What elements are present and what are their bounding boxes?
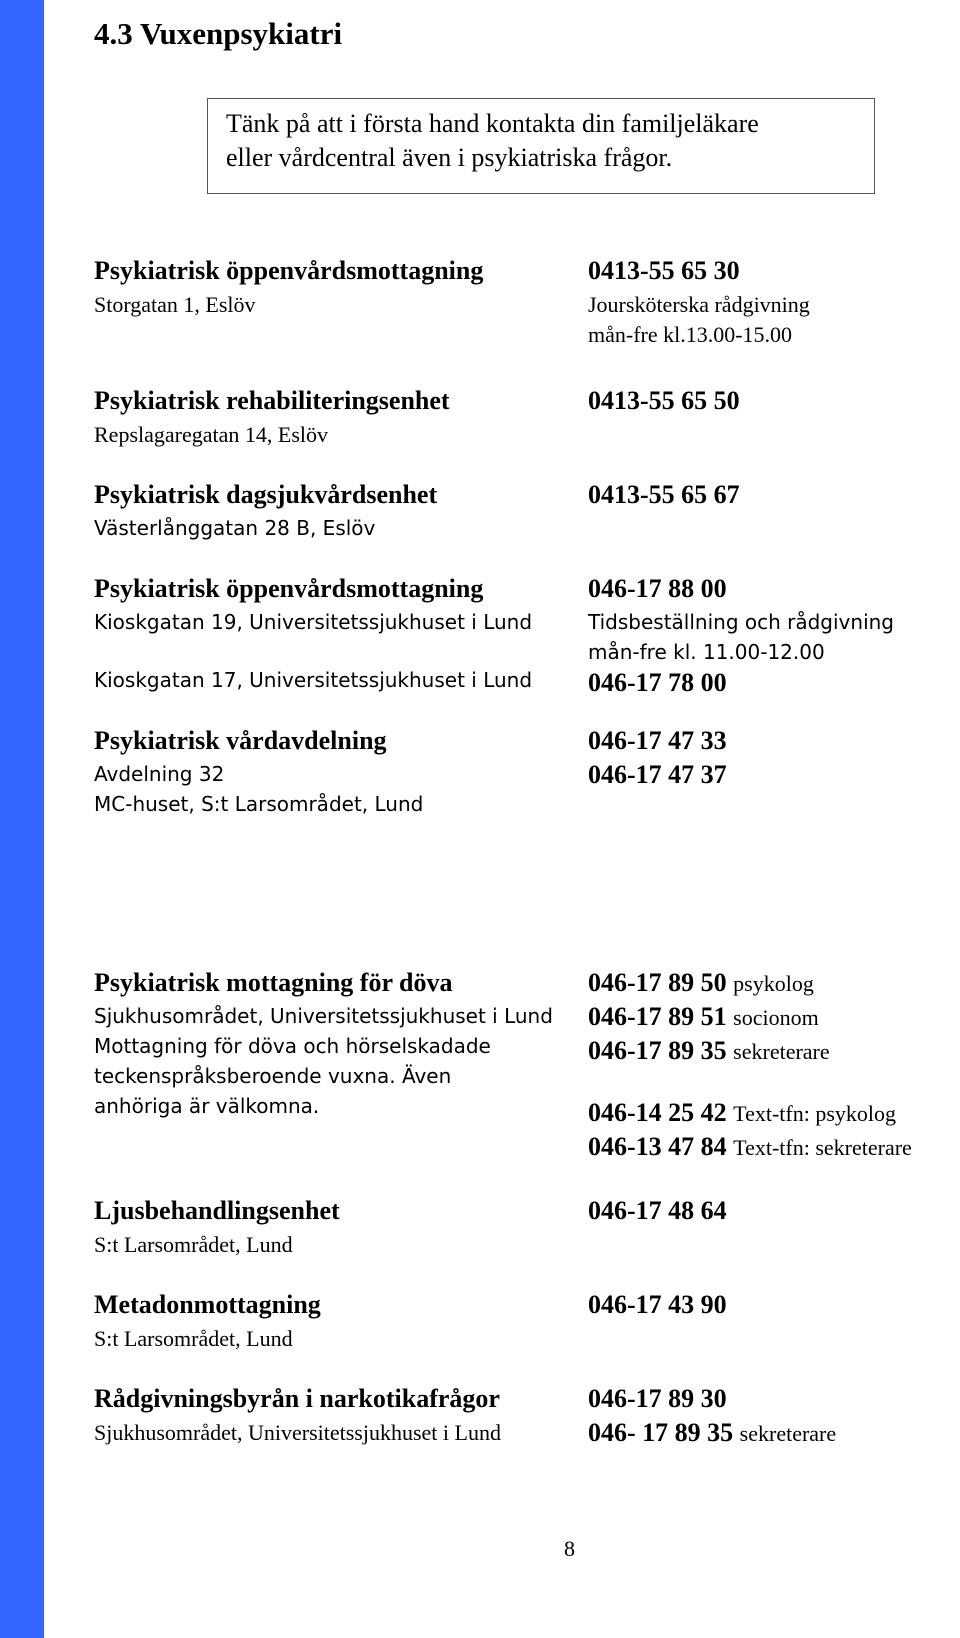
phone-number: 046-13 47 84 bbox=[588, 1132, 727, 1161]
entry-address: Repslagaregatan 14, Eslöv bbox=[94, 422, 328, 447]
notice-line-1: Tänk på att i första hand kontakta din familjeläkare bbox=[226, 109, 759, 138]
entry-address: S:t Larsområdet, Lund bbox=[94, 1326, 293, 1351]
entry-phone bbox=[588, 1098, 896, 1128]
notice-line-2: eller vårdcentral även i psykiatriska frågor. bbox=[226, 143, 673, 172]
entry-title: Psykiatrisk öppenvårdsmottagning bbox=[94, 574, 484, 603]
entry-title: Psykiatrisk öppenvårdsmottagning bbox=[94, 256, 484, 285]
entry-phone: 046-17 78 00 bbox=[588, 668, 727, 697]
entry-address: MC-huset, S:t Larsområdet, Lund bbox=[94, 792, 424, 816]
notice-text bbox=[226, 107, 759, 175]
phone-note: Text-tfn: sekreterare bbox=[733, 1135, 912, 1160]
entry-phone: 046-17 48 64 bbox=[588, 1196, 727, 1225]
entry-title: Metadonmottagning bbox=[94, 1290, 321, 1319]
page-number: 8 bbox=[564, 1536, 575, 1561]
entry-address: Kioskgatan 17, Universitetssjukhuset i Lund bbox=[94, 668, 533, 692]
entry-phone: 0413-55 65 67 bbox=[588, 480, 740, 509]
entry-phone bbox=[588, 1036, 830, 1066]
entry-description: teckenspråksberoende vuxna. Även bbox=[94, 1064, 452, 1088]
phone-note: socionom bbox=[733, 1005, 819, 1030]
entry-phone: 0413-55 65 50 bbox=[588, 386, 740, 415]
entry-address: Sjukhusområdet, Universitetssjukhuset i Lund bbox=[94, 1004, 553, 1028]
phone-note: sekreterare bbox=[733, 1039, 830, 1064]
entry-title: Rådgivningsbyrån i narkotikafrågor bbox=[94, 1384, 500, 1413]
entry-phone bbox=[588, 1132, 912, 1162]
entry-phone: 046-17 88 00 bbox=[588, 574, 727, 603]
entry-phone: 0413-55 65 30 bbox=[588, 256, 740, 285]
entry-phone: 046-17 43 90 bbox=[588, 1290, 727, 1319]
entry-title: Psykiatrisk vårdavdelning bbox=[94, 726, 387, 755]
entry-phone: 046-17 47 33 bbox=[588, 726, 727, 755]
entry-address: Västerlånggatan 28 B, Eslöv bbox=[94, 516, 376, 540]
entry-address: Sjukhusområdet, Universitetssjukhuset i Lund bbox=[94, 1420, 501, 1445]
entry-title: Psykiatrisk mottagning för döva bbox=[94, 968, 453, 997]
phone-number: 046-17 89 35 bbox=[588, 1036, 727, 1065]
entry-hours: mån-fre kl.13.00-15.00 bbox=[588, 322, 793, 347]
entry-phone: 046-17 47 37 bbox=[588, 760, 727, 789]
entry-phone bbox=[588, 1418, 836, 1448]
entry-title: Psykiatrisk rehabiliteringsenhet bbox=[94, 386, 450, 415]
phone-note: Text-tfn: psykolog bbox=[733, 1101, 897, 1126]
left-color-bar bbox=[0, 0, 44, 1638]
phone-number: 046- 17 89 35 bbox=[588, 1418, 734, 1447]
entry-address: S:t Larsområdet, Lund bbox=[94, 1232, 293, 1257]
phone-number: 046-14 25 42 bbox=[588, 1098, 727, 1127]
entry-description: Mottagning för döva och hörselskadade bbox=[94, 1034, 491, 1058]
notice-box bbox=[207, 98, 875, 194]
phone-note: sekreterare bbox=[739, 1421, 837, 1446]
section-title: 4.3 Vuxenpsykiatri bbox=[94, 16, 343, 51]
entry-phone bbox=[588, 968, 814, 998]
phone-number: 046-17 89 50 bbox=[588, 968, 727, 997]
phone-note: psykolog bbox=[733, 971, 814, 996]
phone-number: 046-17 89 51 bbox=[588, 1002, 727, 1031]
entry-description: anhöriga är välkomna. bbox=[94, 1094, 320, 1118]
entry-address: Kioskgatan 19, Universitetssjukhuset i Lund bbox=[94, 610, 533, 634]
entry-title: Psykiatrisk dagsjukvårdsenhet bbox=[94, 480, 438, 509]
entry-hours: mån-fre kl. 11.00-12.00 bbox=[588, 640, 825, 664]
entry-info: Joursköterska rådgivning bbox=[588, 292, 810, 317]
entry-address: Storgatan 1, Eslöv bbox=[94, 292, 256, 317]
entry-info: Tidsbeställning och rådgivning bbox=[588, 610, 894, 634]
entry-address: Avdelning 32 bbox=[94, 762, 225, 786]
entry-phone: 046-17 89 30 bbox=[588, 1384, 727, 1413]
entry-phone bbox=[588, 1002, 819, 1032]
entry-title: Ljusbehandlingsenhet bbox=[94, 1196, 340, 1225]
